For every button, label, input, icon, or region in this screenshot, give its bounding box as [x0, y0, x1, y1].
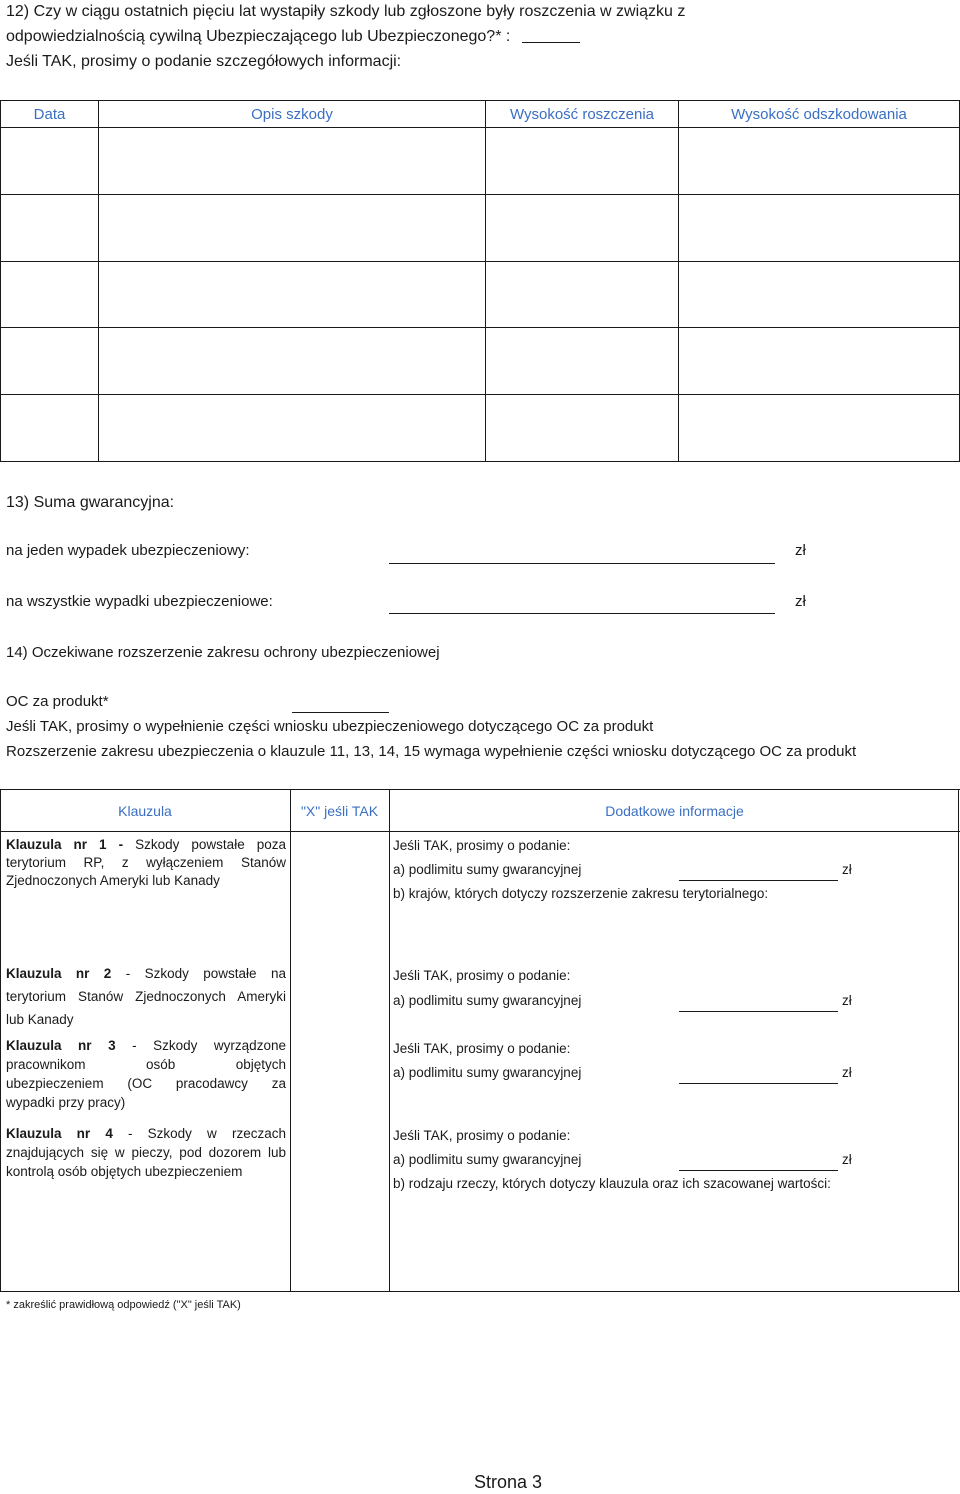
table-row — [1, 194, 960, 261]
per-incident-label: na jeden wypadek ubezpieczeniowy: — [6, 542, 250, 559]
clause-2-name: Klauzula nr 2 — [6, 966, 112, 981]
page-number: Strona 3 — [474, 1472, 543, 1492]
clause-2-description — [6, 966, 286, 1027]
section13-title: 13) Suma gwarancyjna: — [6, 494, 175, 511]
product-liability-input[interactable] — [292, 694, 389, 713]
date-cell[interactable] — [1, 128, 99, 195]
col-description-header: Opis szkody — [99, 101, 486, 128]
clause-2-line1: Klauzula nr 2 - Szkody powstałe na — [6, 966, 286, 981]
q12-answer-input[interactable] — [522, 24, 580, 43]
clause-3-line1: Klauzula nr 3 - Szkody wyrządzone — [6, 1038, 286, 1053]
clause-1-line2: terytorium RP, z wyłączeniem Stanów — [6, 855, 286, 870]
clause-4-name: Klauzula nr 4 — [6, 1126, 113, 1141]
clause-2-info-prompt: Jeśli TAK, prosimy o podanie: — [393, 968, 571, 983]
claim-amount-cell[interactable] — [486, 261, 679, 328]
clause-table-top-border — [0, 789, 960, 790]
table-row — [1, 328, 960, 395]
clause-col-divider-1 — [290, 789, 291, 1292]
clause-3-x-input[interactable] — [292, 1036, 388, 1120]
date-cell[interactable] — [1, 395, 99, 462]
claim-amount-cell[interactable] — [486, 194, 679, 261]
table-row — [1, 261, 960, 328]
section14-title: 14) Oczekiwane rozszerzenie zakresu ochrony ubezpieczeniowej — [6, 644, 440, 661]
clause-3-line3: ubezpieczeniem (OC pracodawcy za — [6, 1076, 286, 1091]
compensation-cell[interactable] — [679, 128, 960, 195]
description-cell[interactable] — [99, 194, 486, 261]
clause-1-sublimit-label: a) podlimitu sumy gwarancyjnej — [393, 862, 582, 877]
additional-info-col-header: Dodatkowe informacje — [605, 803, 744, 819]
product-note-1: Jeśli TAK, prosimy o wypełnienie części wniosku ubezpieczeniowego dotyczącego OC za produkt — [6, 718, 654, 735]
clause-table-bottom-border — [0, 1291, 960, 1292]
description-cell[interactable] — [99, 395, 486, 462]
clause-4-info-prompt: Jeśli TAK, prosimy o podanie: — [393, 1128, 571, 1143]
clause-3-name: Klauzula nr 3 — [6, 1038, 116, 1053]
clause-3-line4: wypadki przy pracy) — [6, 1095, 126, 1110]
col-date-header: Data — [1, 101, 99, 128]
description-cell[interactable] — [99, 328, 486, 395]
date-cell[interactable] — [1, 194, 99, 261]
claim-amount-cell[interactable] — [486, 395, 679, 462]
clause-1-name: Klauzula nr 1 - — [6, 837, 124, 852]
clause-1-currency: zł — [842, 862, 852, 877]
q12-details-prompt: Jeśli TAK, prosimy o podanie szczegółowych informacji: — [6, 53, 402, 70]
compensation-cell[interactable] — [679, 194, 960, 261]
clause-1-sublimit-input[interactable] — [679, 862, 838, 881]
clause-col-divider-2 — [389, 789, 390, 1292]
clause-2-x-input[interactable] — [292, 962, 388, 1034]
clause-3-description — [6, 1038, 286, 1110]
claim-amount-cell[interactable] — [486, 128, 679, 195]
clause-1-line3: Zjednoczonych Ameryki lub Kanady — [6, 873, 220, 888]
per-incident-currency: zł — [795, 542, 806, 559]
clause-1-description — [6, 837, 286, 888]
clause-3-line2: pracownikom osób objętych — [6, 1057, 286, 1072]
clause-4-x-input[interactable] — [292, 1124, 388, 1284]
clause-3-sublimit-label: a) podlimitu sumy gwarancyjnej — [393, 1065, 582, 1080]
x-if-yes-col-header: "X" jeśli TAK — [300, 803, 379, 819]
table-row — [1, 128, 960, 195]
compensation-cell[interactable] — [679, 395, 960, 462]
clause-table-left-border — [0, 789, 1, 1292]
col-claim-amount-header: Wysokość roszczenia — [486, 101, 679, 128]
col-compensation-header: Wysokość odszkodowania — [679, 101, 960, 128]
clause-4-description — [6, 1126, 286, 1179]
compensation-cell[interactable] — [679, 328, 960, 395]
clause-1-info-prompt: Jeśli TAK, prosimy o podanie: — [393, 838, 571, 853]
clause-4-property-label: b) rodzaju rzeczy, których dotyczy klauzula oraz ich szacowanej wartości: — [393, 1176, 831, 1191]
description-cell[interactable] — [99, 128, 486, 195]
clause-2-line2: terytorium Stanów Zjednoczonych Ameryki — [6, 989, 286, 1004]
clause-4-line3: kontrolą osób objętych ubezpieczeniem — [6, 1164, 243, 1179]
date-cell[interactable] — [1, 328, 99, 395]
clause-3-info-prompt: Jeśli TAK, prosimy o podanie: — [393, 1041, 571, 1056]
clause-2-sublimit-input[interactable] — [679, 993, 838, 1012]
all-incidents-currency: zł — [795, 593, 806, 610]
date-cell[interactable] — [1, 261, 99, 328]
clause-col-header: Klauzula — [118, 803, 172, 819]
all-incidents-label: na wszystkie wypadki ubezpieczeniowe: — [6, 593, 273, 610]
clause-4-sublimit-input[interactable] — [679, 1152, 838, 1171]
clause-1-line1: Klauzula nr 1 - Szkody powstałe poza — [6, 837, 286, 852]
clause-3-currency: zł — [842, 1065, 852, 1080]
clause-table-right-border — [958, 789, 959, 1292]
q12-line1: 12) Czy w ciągu ostatnich pięciu lat wystapiły szkody lub zgłoszone były roszczenia w związku z — [6, 3, 686, 20]
footnote: * zakreślić prawidłową odpowiedź ("X" jeśli TAK) — [6, 1299, 241, 1311]
clause-4-line2: znajdujących się w pieczy, pod dozorem lub — [6, 1145, 286, 1160]
compensation-cell[interactable] — [679, 261, 960, 328]
clause-2-line3: lub Kanady — [6, 1012, 74, 1027]
clause-1-countries-input[interactable] — [393, 906, 953, 956]
clause-table-header-border — [0, 831, 960, 832]
per-incident-input[interactable] — [389, 545, 775, 564]
table-row — [1, 395, 960, 462]
clause-2-sublimit-label: a) podlimitu sumy gwarancyjnej — [393, 993, 582, 1008]
clause-2-currency: zł — [842, 993, 852, 1008]
q12-line2: odpowiedzialnością cywilną Ubezpieczającego lub Ubezpieczonego?* : — [6, 28, 511, 45]
clause-1-x-input[interactable] — [292, 833, 388, 953]
clause-3-sublimit-input[interactable] — [679, 1065, 838, 1084]
clause-4-currency: zł — [842, 1152, 852, 1167]
product-liability-label: OC za produkt* — [6, 693, 109, 710]
loss-table-header — [1, 101, 960, 128]
all-incidents-input[interactable] — [389, 595, 775, 614]
clause-1-countries-label: b) krajów, których dotyczy rozszerzenie zakresu terytorialnego: — [393, 886, 769, 901]
claim-amount-cell[interactable] — [486, 328, 679, 395]
description-cell[interactable] — [99, 261, 486, 328]
clause-4-property-input[interactable] — [393, 1196, 953, 1286]
product-note-2: Rozszerzenie zakresu ubezpieczenia o klauzule 11, 13, 14, 15 wymaga wypełnienie części wniosku dotyczącego OC za produkt — [6, 743, 857, 760]
clause-4-sublimit-label: a) podlimitu sumy gwarancyjnej — [393, 1152, 582, 1167]
loss-history-table — [0, 100, 960, 462]
clause-4-line1: Klauzula nr 4 - Szkody w rzeczach — [6, 1126, 286, 1141]
